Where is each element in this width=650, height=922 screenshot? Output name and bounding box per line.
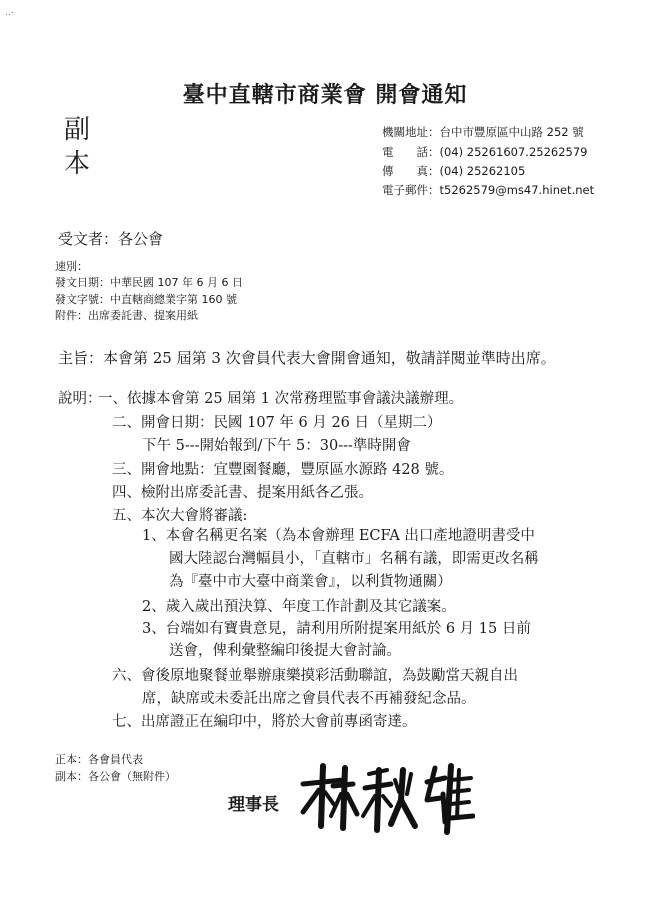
explanation-item: 五、本次大會將審議:	[112, 508, 248, 524]
explanation-item: 席，缺席或未委託出席之會員代表不再補發紀念品。	[142, 691, 476, 707]
document-number: 發文字號：中直轄商總業字第 160 號	[55, 293, 237, 306]
scan-artifact: ..-	[5, 8, 14, 18]
explanation-item: 六、會後原地聚餐並舉辦康樂摸彩活動聯誼，為鼓勵當天親自出	[112, 668, 518, 684]
explanation-item: 七、出席證正在編印中，將於大會前專函寄達。	[112, 714, 417, 730]
chairman-signature	[295, 760, 475, 840]
contact-phone: 電 話：(04) 25261607.25262579	[382, 145, 588, 159]
explanation-item: 二、開會日期：民國 107 年 6 月 26 日（星期二）	[112, 415, 442, 431]
explanation-item: 四、檢附出席委託書、提案用紙各乙張。	[112, 485, 373, 501]
explanation-item: 2、歲入歲出預決算、年度工作計劃及其它議案。	[142, 599, 456, 615]
copy-stamp-char: 副	[63, 115, 90, 145]
copy-stamp	[62, 113, 92, 181]
explanation-item: 3、台端如有寶貴意見，請利用所附提案用紙於 6 月 15 日前	[142, 621, 531, 637]
issue-date: 發文日期：中華民國 107 年 6 月 6 日	[55, 276, 243, 289]
contact-address: 機關地址：台中市豐原區中山路 252 號	[382, 125, 584, 139]
explanation-item: 三、開會地點：宜豐園餐廳，豐原區水源路 428 號。	[112, 462, 454, 478]
attachments: 附件：出席委託書、提案用紙	[55, 309, 198, 322]
chairman-title: 理事長	[228, 795, 279, 815]
cc-copy: 副本：各公會（無附件）	[55, 770, 176, 783]
contact-fax: 傳 真：(04) 25262105	[382, 164, 526, 178]
explanation-label: 說明：	[58, 391, 102, 407]
speed-field: 速別：	[55, 260, 88, 273]
recipient: 受文者：各公會	[58, 230, 164, 248]
explanation-item: 送會，俾利彙整編印後提大會討論。	[169, 643, 401, 659]
subject: 主旨：本會第 25 屆第 3 次會員代表大會開會通知，敬請詳閱並準時出席。	[58, 349, 556, 367]
copy-stamp-char: 本	[63, 149, 90, 179]
explanation-item: 國大陸認台灣幅員小，「直轄市」名稱有議，即需更改名稱	[169, 551, 539, 567]
cc-main: 正本：各會員代表	[55, 753, 143, 766]
document-title: 臺中直轄市商業會 開會通知	[182, 82, 468, 108]
explanation-item: 為『臺中市大臺中商業會』，以利貨物通關）	[169, 574, 452, 590]
explanation-item: 下午 5---開始報到/下午 5：30---準時開會	[142, 438, 411, 454]
explanation-item: 1、本會名稱更名案（為本會辦理 ECFA 出口產地證明書受中	[142, 528, 535, 544]
explanation-item: 一、依據本會第 25 屆第 1 次常務理監事會議決議辦理。	[98, 391, 464, 407]
contact-email: 電子郵件：t5262579@ms47.hinet.net	[382, 183, 595, 197]
